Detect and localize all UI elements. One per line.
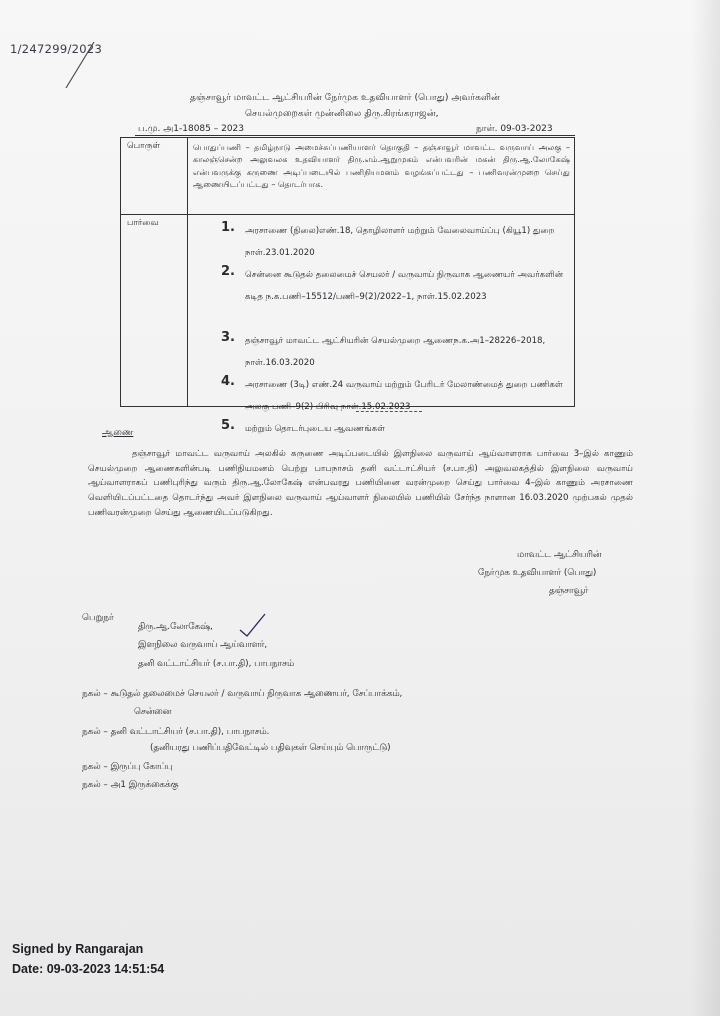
reference-text-5: மற்றும் தொடர்புடைய ஆவணங்கள் [245, 424, 385, 434]
recipient-heading: பெறுநர் [82, 613, 114, 623]
subject-row [121, 138, 574, 215]
reference-number-2: 2. [221, 264, 235, 279]
subject-text: பொதுப்பணி – தமிழ்நாடு அமைச்சுப்பணியாளர் தொகுதி – தஞ்சாவூர் மாவட்ட வருவாய் அலகு – காலஞ்சென்ற அலுவலக உதவியாளர் திரு.எம்.ஆறுமுகம் என்பவரின் மகன் திரு.ஆ.லோகேஷ் என்பவருக்கு கருணை அடிப்படையில் பணிநியமனம் வழங்கப்பட்டது – பணிவரன்முறை செய்து ஆணையிடப்பட்டது – தொடர்பாக. [193, 142, 570, 190]
signatory-line3: தஞ்சாவூர் [549, 586, 589, 596]
copy-to-2-cont: (தனியரது பணிப்பதிவேட்டில் பதிவுகள் செய்யும் பொருட்டு) [150, 743, 391, 753]
page-shadow [690, 0, 720, 1016]
reference-number-4: 4. [221, 374, 235, 389]
digital-signature-date: Date: 09-03-2023 14:51:54 [12, 962, 165, 976]
header-title-line2: செயல்முறைகள் முன்னிலை திரு.கிரங்கராஜன், [245, 108, 439, 119]
section-divider [356, 411, 422, 413]
signatory-line1: மாவட்ட ஆட்சியரின் [517, 550, 602, 560]
reference-number-3: 3. [221, 330, 235, 345]
copy-to-2: நகல் – தனி வட்டாட்சியர் (ச.பா.தி), பாபநாசம். [82, 727, 270, 737]
recipient-name: திரு.ஆ.லோகேஷ், [138, 622, 213, 632]
recipient-office: தனி வட்டாட்சியர் (ச.பா.தி), பாபநாசம் [138, 659, 295, 669]
reference-number-1: 1. [221, 220, 235, 235]
reference-number-5: 5. [221, 418, 235, 433]
reference-number: ப.மு. அ1-18085 – 2023 [138, 124, 245, 134]
copy-to-1: நகல் – கூடுதல் தலைமைச் செயலர் / வருவாய் நிருவாக ஆணையர், சேப்பாக்கம், [82, 689, 403, 699]
subject-label: பொருள் [127, 141, 161, 151]
recipient-designation: இளநிலை வருவாய் ஆய்வாளர், [138, 640, 268, 650]
references-label: பார்வை [127, 218, 159, 228]
reference-text-4: அரசாணை (3டி) எண்.24 வருவாய் மற்றும் பேரிடர் மேலாண்மைத் துறை பணிகள் அலகு பணி–9(2) பிரிவு நாள்.15.02.2023 [245, 380, 563, 412]
order-heading: ஆணை [102, 428, 134, 438]
header-underline [135, 135, 575, 136]
signatory-line2: நேர்முக உதவியாளர் (பொது) [478, 568, 597, 578]
reference-text-1: அரசாணை (நிலை)எண்.18, தொழிலாளர் மற்றும் வேலைவாய்ப்பு (கியூ1) துறை நாள்.23.01.2020 [245, 226, 555, 258]
subject-reference-table [120, 137, 575, 434]
handwritten-tick [238, 612, 268, 638]
order-body: தஞ்சாவூர் மாவட்ட வருவாய் அலகில் கருணை அடிப்படையில் இளநிலை வருவாய் ஆய்வாளராக பார்வை 3–இல் காணும் செயல்முறை ஆணைகளின்படி பணிநியமனம் பெற்று பாபநாசம் தனி வட்டாட்சியர் (ச.பா.தி) அலுவலகத்தில் இளநிலை வருவாய் ஆய்வாளராகப் பணிபுரிந்து வரும் திரு.ஆ.லோகேஷ் என்பவரது பணியினை வரன்முறை செய்து பார்வை 4–இல் காணும் அரசாணை வெளியிடப்பட்டதை தொடர்ந்து அவர் இளநிலை வருவாய் ஆய்வாளர் நிலையில் பணியில் சேர்ந்த நாளான 16.03.2020 முற்பகல் முதல் பணிவரன்முறை செய்து ஆணையிடப்படுகிறது. [88, 449, 633, 518]
file-number: 1/247299/2023 [10, 42, 103, 56]
handwritten-slash [60, 40, 98, 90]
order-date: நாள். 09-03-2023 [476, 124, 553, 134]
digital-signature-name: Signed by Rangarajan [12, 942, 144, 956]
reference-text-3: தஞ்சாவூர் மாவட்ட ஆட்சியரின் செயல்முறை ஆணைந.க.அ1–28226–2018, நாள்.16.03.2020 [245, 336, 546, 368]
copy-to-3: நகல் – இருப்பு கோப்பு [82, 762, 173, 772]
header-title-line1: தஞ்சாவூர் மாவட்ட ஆட்சியரின் நேர்முக உதவியாளர் (பொது) அவர்களின் [190, 92, 501, 103]
copy-to-4: நகல் – அ1 இருக்கைக்கு [82, 780, 179, 790]
copy-to-1-cont: சென்னை [134, 707, 172, 717]
reference-text-2: சென்னை கூடுதல் தலைமைச் செயலர் / வருவாய் நிருவாக ஆணையர் அவர்களின் கடித ந.க.பணி–15512/பணி–9(2)/2022–1, நாள்.15.02.2023 [245, 270, 564, 302]
